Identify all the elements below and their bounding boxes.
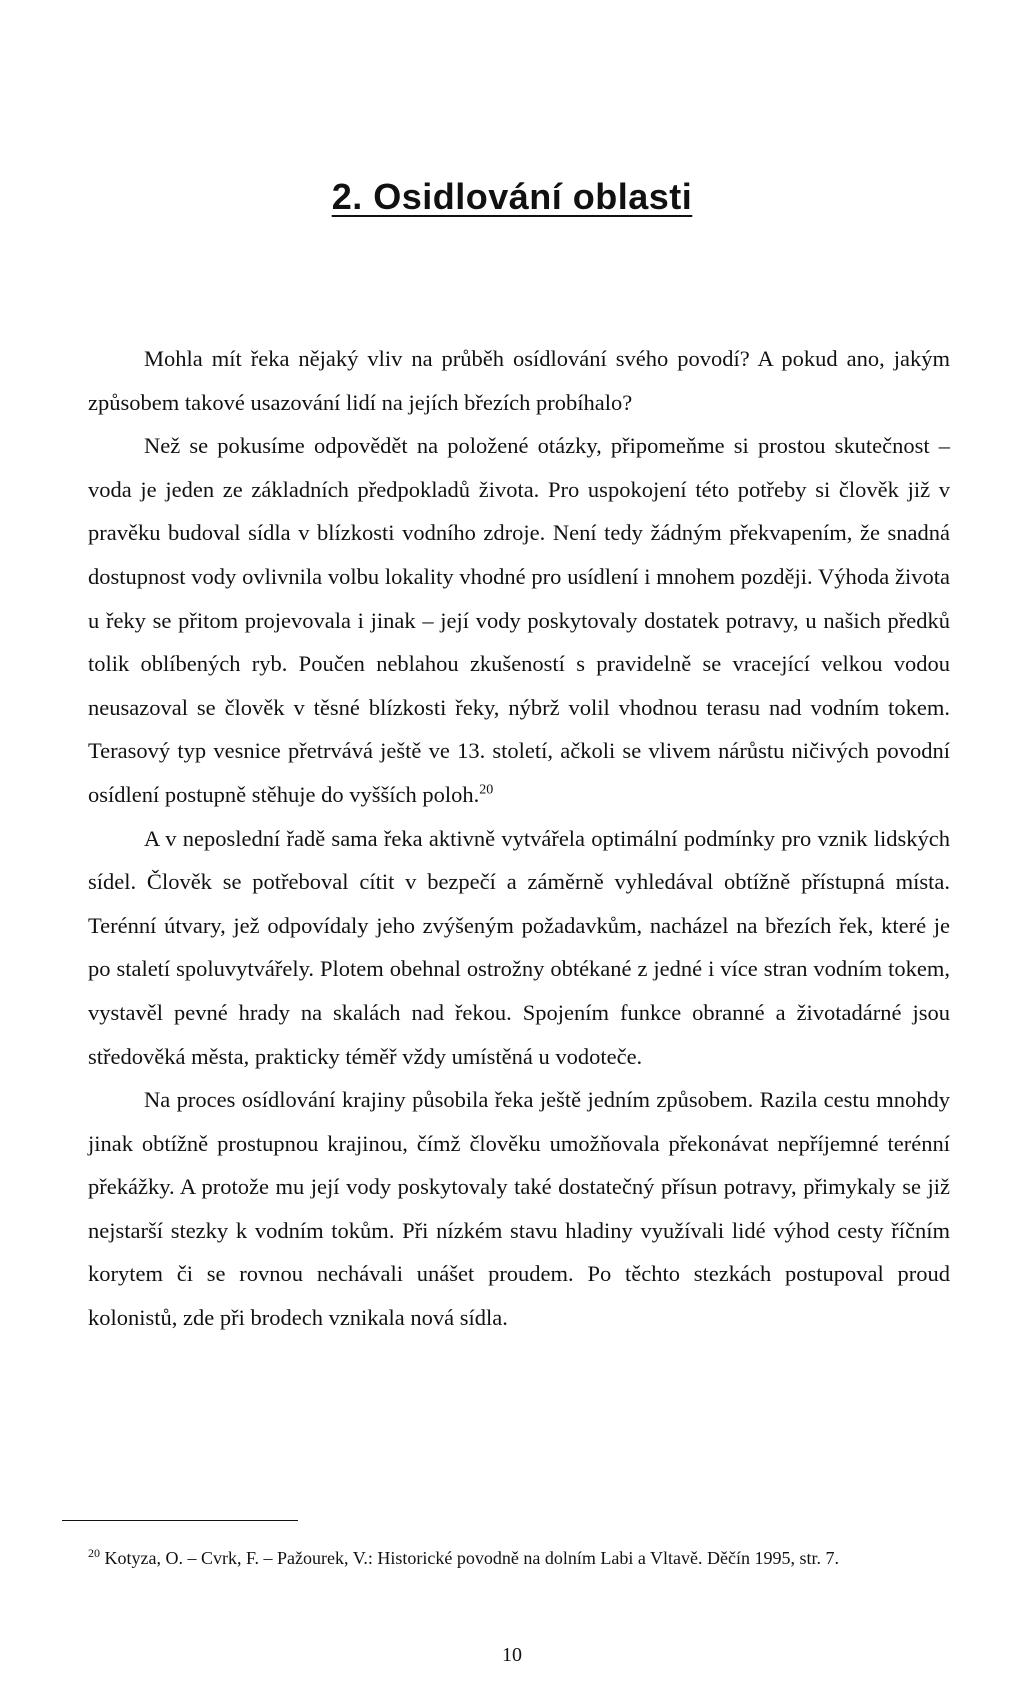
chapter-heading-text: 2. Osidlování oblasti (331, 176, 693, 217)
paragraph-3: A v neposlední řadě sama řeka aktivně vytvářela optimální podmínky pro vznik lidských sídel. Člověk se potřeboval cítit v bezpečí a záměrně vyhledával obtížně přístupná místa. Terénní útvary, jež odpovídaly jeho zvýšeným požadavkům, nacházel na březích řek, které je po staletí spoluvytvářely. Plotem obehnal ostrožny obtékané z jedné i více stran vodním tokem, vystavěl pevné hrady na skalách nad řekou. Spojením funkce obranné a životadárné jsou středověká města, prakticky téměř vždy umístěná u vodoteče. (88, 825, 950, 1069)
footnote (88, 1544, 950, 1572)
footnote-divider (62, 1520, 298, 1521)
chapter-body (88, 337, 950, 1340)
footnote-text: Kotyza, O. – Cvrk, F. – Pažourek, V.: Historické povodně na dolním Labi a Vltavě. Děčín 1995, str. 7. (104, 1548, 839, 1568)
paragraph-2-text: Než se pokusíme odpovědět na položené otázky, připomeňme si prostou skutečnost – voda je jeden ze základních předpokladů života. Pro uspokojení této potřeby si člověk již v pravěku budoval sídla v blízkosti vodního zdroje. Není tedy žádným překvapením, že snadná dostupnost vody ovlivnila volbu lokality vhodné pro usídlení i mnohem později. Výhoda života u řeky se přitom projevovala i jinak – její vody poskytovaly dostatek potravy, u našich předků tolik oblíbených ryb. Poučen neblahou zkušeností s pravidelně se vracející velkou vodou neusazoval se člověk v těsné blízkosti řeky, nýbrž volil vhodnou terasu nad vodním tokem. Terasový typ vesnice přetrvává ještě ve 13. století, ačkoli se vlivem nárůstu ničivých povodní osídlení postupně stěhuje do vyšších poloh. (88, 433, 950, 807)
paragraph-2 (88, 424, 950, 816)
footnote-number: 20 (88, 1546, 100, 1560)
chapter-heading (0, 176, 1024, 218)
paragraph-1: Mohla mít řeka nějaký vliv na průběh osídlování svého povodí? A pokud ano, jakým způsobem takové usazování lidí na jejích březích probíhalo? (88, 346, 950, 415)
paragraph-4: Na proces osídlování krajiny působila řeka ještě jedním způsobem. Razila cestu mnohdy jinak obtížně prostupnou krajinou, čímž člověku umožňovala překonávat nepříjemné terénní překážky. A protože mu její vody poskytovaly také dostatečný přísun potravy, přimykaly se již nejstarší stezky k vodním tokům. Při nízkém stavu hladiny využívali lidé výhod cesty říčním korytem či se rovnou nechávali unášet proudem. Po těchto stezkách postupoval proud kolonistů, zde při brodech vznikala nová sídla. (88, 1087, 950, 1331)
footnote-reference[interactable]: 20 (479, 782, 494, 798)
page-number: 10 (502, 1644, 522, 1666)
